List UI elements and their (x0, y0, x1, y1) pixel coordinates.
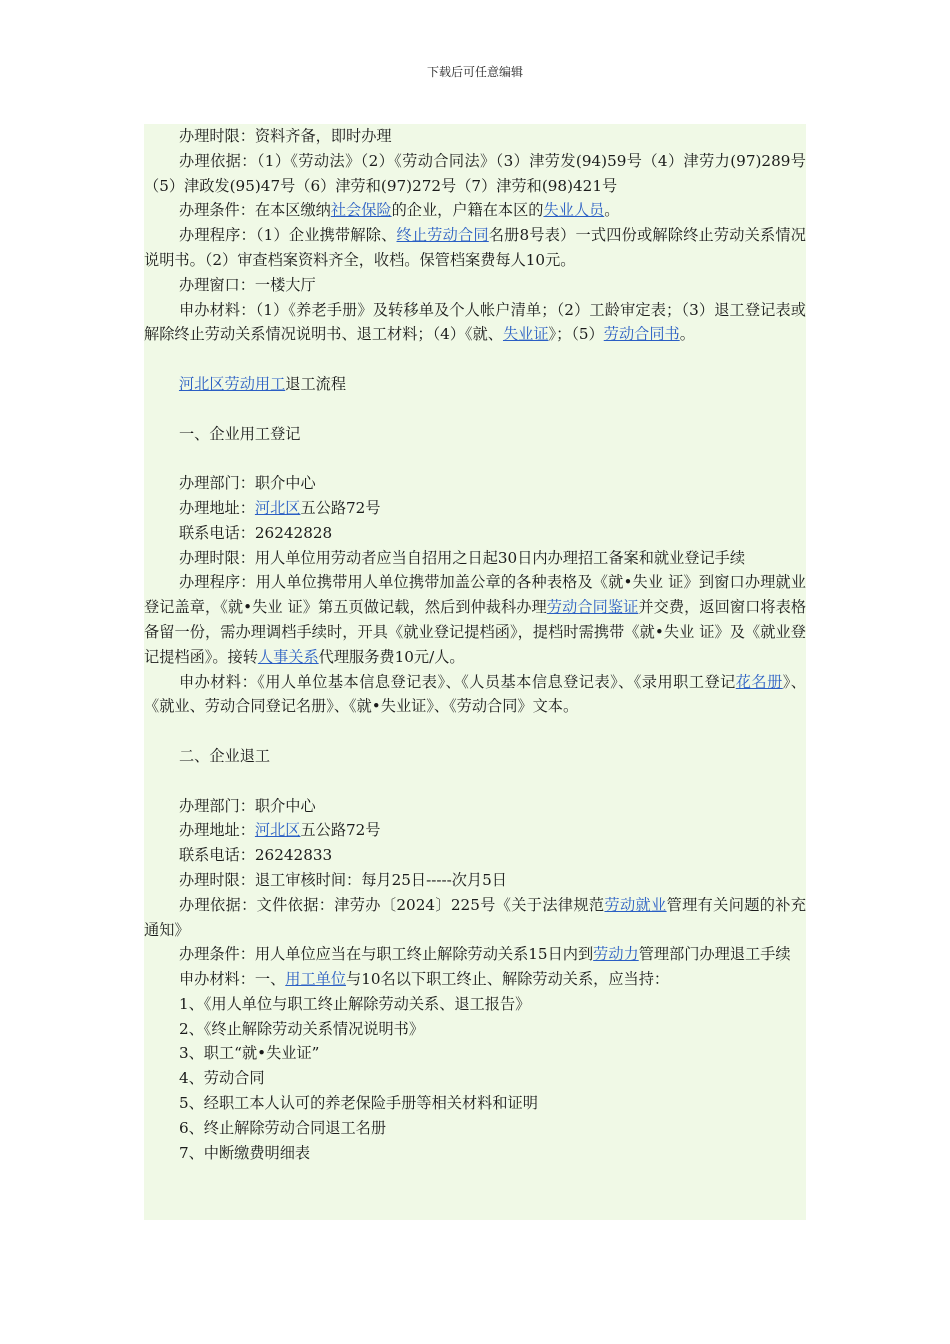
paragraph (144, 843, 806, 868)
paragraph (144, 471, 806, 496)
paragraph (144, 198, 806, 223)
hyperlink[interactable]: 失业人员 (543, 201, 605, 220)
paragraph (144, 546, 806, 571)
paragraph (144, 1017, 806, 1042)
text-run: 办理依据：文件依据：津劳办〔2024〕225号《关于法律规范 (178, 895, 605, 914)
text-run: 申办材料：一、 (178, 970, 286, 989)
text-run: 管理有关问题的补充通知》 (144, 895, 806, 939)
paragraph-spacer (144, 347, 806, 372)
paragraph (144, 298, 806, 348)
paragraph (144, 372, 806, 397)
text-run: 。 (679, 325, 695, 344)
paragraph (144, 942, 806, 967)
text-run: 办理条件：在本区缴纳 (178, 201, 331, 220)
paragraph (144, 868, 806, 893)
paragraph (144, 149, 806, 199)
text-run: 办理程序：用人单位携带用人单位携带加盖公章的各种表格及《就•失业 证》到窗口办理就业登记盖章，《就•失业 证》第五页做记载，然后到仲裁科办理 (144, 573, 806, 617)
hyperlink[interactable]: 劳动就业 (604, 895, 667, 914)
text-run: 5、经职工本人认可的养老保险手册等相关材料和证明 (178, 1094, 538, 1113)
paragraph (144, 670, 806, 720)
text-run: 2、《终止解除劳动关系情况说明书》 (178, 1019, 425, 1038)
text-run: 并交费，返回窗口将表格备留一份，需办理调档手续时，开具《就业登记提档函》，提档时需携带《就•失业 证》及《就业登记提档函》。接转 (144, 598, 806, 666)
text-run: 办理程序：（1）企业携带解除、 (178, 226, 397, 245)
hyperlink[interactable]: 失业证 (502, 325, 549, 344)
text-run: 办理地址： (178, 498, 255, 517)
text-run: 五公路72号 (300, 821, 381, 840)
text-run: 联系电话：26242833 (178, 846, 333, 865)
text-run: 五公路72号 (300, 498, 381, 517)
text-run: 申办材料：《用人单位基本信息登记表》、《人员基本信息登记表》、《录用职工登记 (178, 672, 736, 691)
text-run: 》、《就业、劳动合同登记名册》、《就•失业证》、《劳动合同》文本。 (144, 672, 806, 716)
paragraph (144, 992, 806, 1017)
hyperlink[interactable]: 终止劳动合同 (396, 226, 489, 245)
text-run: 》；（5） (548, 325, 604, 344)
paragraph (144, 1091, 806, 1116)
text-run: 1、《用人单位与职工终止解除劳动关系、退工报告》 (178, 994, 531, 1013)
paragraph (144, 893, 806, 943)
paragraph (144, 818, 806, 843)
text-run: 办理部门：职介中心 (178, 796, 316, 815)
paragraph-spacer (144, 719, 806, 744)
text-run: 一、企业用工登记 (178, 424, 301, 443)
text-run: 办理时限：用人单位用劳动者应当自招用之日起30日内办理招工备案和就业登记手续 (178, 548, 746, 567)
text-run: 办理时限：资料齐备，即时办理 (178, 127, 392, 145)
paragraph (144, 744, 806, 769)
text-run: 二、企业退工 (178, 746, 271, 765)
text-run: 代理服务费10元/人。 (318, 647, 465, 666)
hyperlink[interactable]: 劳动合同鉴证 (546, 598, 639, 617)
paragraph (144, 422, 806, 447)
paragraph (144, 1066, 806, 1091)
paragraph (144, 570, 806, 669)
text-run: 办理地址： (178, 821, 255, 840)
paragraph (144, 967, 806, 992)
text-run: 4、劳动合同 (178, 1069, 265, 1088)
hyperlink[interactable]: 河北区劳动用工 (178, 374, 286, 393)
text-run: 管理部门办理退工手续 (638, 945, 791, 964)
paragraph (144, 1141, 806, 1166)
hyperlink[interactable]: 花名册 (735, 672, 783, 691)
paragraph (144, 124, 806, 149)
paragraph (144, 223, 806, 273)
text-run: 7、中断缴费明细表 (178, 1143, 311, 1162)
text-run: 的企业，户籍在本区的 (391, 201, 544, 220)
hyperlink[interactable]: 劳动合同书 (603, 325, 680, 344)
text-run: 退工流程 (285, 374, 347, 393)
paragraph-spacer (144, 397, 806, 422)
hyperlink[interactable]: 人事关系 (257, 647, 319, 666)
text-run: 办理依据：（1）《劳动法》（2）《劳动合同法》（3）津劳发(94)59号（4）津劳力(97)289号（5）津政发(95)47号（6）津劳和(97)272号（7）津劳和(98)421号 (144, 151, 806, 195)
hyperlink[interactable]: 用工单位 (285, 970, 347, 989)
text-run: 3、职工“就•失业证” (178, 1044, 320, 1063)
page-header: 下载后可任意编辑 (426, 65, 523, 79)
text-run: 办理时限：退工审核时间：每月25日-----次月5日 (178, 870, 507, 889)
paragraph-spacer (144, 446, 806, 471)
hyperlink[interactable]: 河北区 (254, 498, 301, 517)
text-run: 办理窗口：一楼大厅 (178, 275, 316, 294)
text-run: 名册8号表）一式四份或解除终止劳动关系情况说明书。（2）审查档案资料齐全，收档。保管档案费每人10元。 (144, 226, 806, 269)
text-run: 6、终止解除劳动合同退工名册 (178, 1118, 387, 1137)
hyperlink[interactable]: 社会保险 (330, 201, 392, 220)
paragraph (144, 521, 806, 546)
paragraph (144, 1041, 806, 1066)
text-run: 与10名以下职工终止、解除劳动关系，应当持： (346, 970, 670, 989)
text-run: 办理部门：职介中心 (178, 474, 316, 493)
paragraph (144, 496, 806, 521)
text-run: 办理条件：用人单位应当在与职工终止解除劳动关系15日内到 (178, 945, 594, 964)
hyperlink[interactable]: 劳动力 (593, 945, 639, 964)
text-run: 。 (604, 201, 620, 220)
text-run: 申办材料：（1）《养老手册》及转移单及个人帐户清单；（2）工龄审定表；（3）退工登记表或解除终止劳动关系情况说明书、退工材料；（4）《就、 (144, 300, 806, 344)
hyperlink[interactable]: 河北区 (254, 821, 301, 840)
paragraph (144, 273, 806, 298)
document-body (144, 124, 806, 1220)
paragraph (144, 1116, 806, 1141)
text-run: 联系电话：26242828 (178, 523, 333, 542)
paragraph (144, 794, 806, 819)
paragraph-spacer (144, 769, 806, 794)
